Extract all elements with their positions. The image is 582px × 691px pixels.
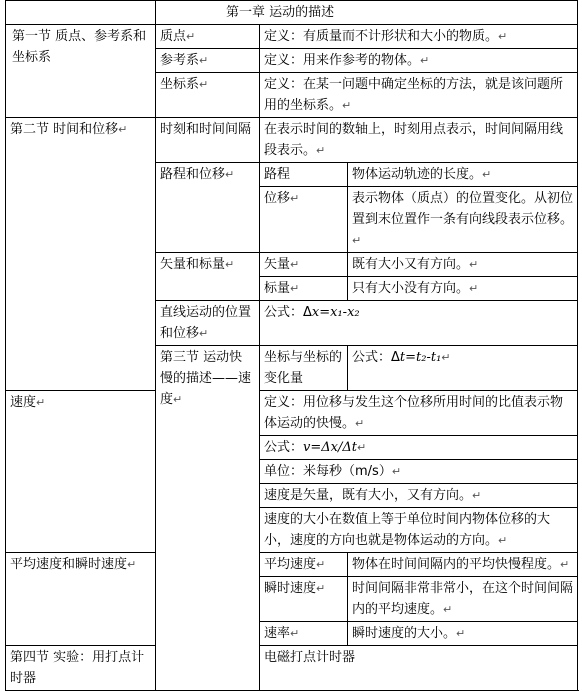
term-cell: 坐标系↵ (156, 73, 260, 118)
chapter-title: 第一章 运动的描述 (156, 1, 578, 25)
term-cell: 直线运动的位置和位移↵ (156, 301, 260, 346)
table-row (6, 118, 578, 163)
group-cell: 平均速度和瞬时速度↵ (6, 553, 156, 646)
section-2-label: 第二节 时间和位移↵ (6, 118, 156, 391)
definition-cell: 表示物体（质点）的位置变化。从初位置到末位置作一条有向线段表示位移。↵ (348, 187, 578, 253)
term-cell: 时刻和时间间隔 (156, 118, 260, 163)
definition-cell: 电磁打点计时器 (260, 646, 578, 691)
subterm-cell: 路程 (260, 163, 348, 187)
group-cell: 矢量和标量↵ (156, 253, 260, 301)
term-cell: 质点↵ (156, 25, 260, 49)
table-row (6, 646, 578, 691)
table-row (6, 391, 578, 436)
formula-cell: 公式：Δt=t₂-t₁↵ (348, 346, 578, 391)
table-row (6, 553, 578, 577)
definition-cell: 定义：在某一问题中确定坐标的方法，就是该问题所用的坐标系。↵ (260, 73, 578, 118)
definition-cell: 瞬时速度的大小。↵ (348, 622, 578, 646)
definition-cell: 只有大小没有方向。↵ (348, 277, 578, 301)
subterm-cell: 速率↵ (260, 622, 348, 646)
group-cell: 路程和位移↵ (156, 163, 260, 253)
definition-cell: 时间间隔非常非常小，在这个时间间隔内的平均速度。↵ (348, 577, 578, 622)
definition-cell: 物体运动轨迹的长度。↵ (348, 163, 578, 187)
definition-cell: 在表示时间的数轴上，时刻用点表示，时间间隔用线段表示。↵ (260, 118, 578, 163)
table-row (6, 25, 578, 49)
section-1-label: 第一节 质点、参考系和坐标系 (6, 25, 156, 118)
definition-cell: 物体在时间间隔内的平均快慢程度。↵ (348, 553, 578, 577)
subterm-cell: 矢量↵ (260, 253, 348, 277)
definition-cell: 速度的大小在数值上等于单位时间内物体位移的大小，速度的方向也就是物体运动的方向。↵ (260, 508, 578, 553)
subterm-cell: 标量↵ (260, 277, 348, 301)
term-cell: 速度↵ (6, 391, 156, 553)
title-row (6, 1, 578, 25)
section-3-label: 第三节 运动快慢的描述——速度↵ (156, 346, 260, 691)
term-cell: 参考系↵ (156, 49, 260, 73)
definition-cell: 定义：用位移与发生这个位移所用时间的比值表示物体运动的快慢。↵ (260, 391, 578, 436)
term-cell: 坐标与坐标的变化量 (260, 346, 348, 391)
formula-cell: 公式：Δx=x₁-x₂ (260, 301, 578, 346)
definition-cell: 定义：用来作参考的物体。↵ (260, 49, 578, 73)
definition-cell: 速度是矢量，既有大小，又有方向。↵ (260, 484, 578, 508)
definition-cell: 既有大小又有方向。↵ (348, 253, 578, 277)
formula-cell: 公式：v=Δx/Δt↵ (260, 436, 578, 460)
section-4-label: 第四节 实验：用打点计时器 (6, 646, 156, 691)
subterm-cell: 平均速度↵ (260, 553, 348, 577)
notes-table (5, 0, 578, 691)
subterm-cell: 位移↵ (260, 187, 348, 253)
definition-cell: 定义：有质量而不计形状和大小的物质。↵ (260, 25, 578, 49)
subterm-cell: 瞬时速度↵ (260, 577, 348, 622)
definition-cell: 单位：米每秒（m/s）↵ (260, 460, 578, 484)
